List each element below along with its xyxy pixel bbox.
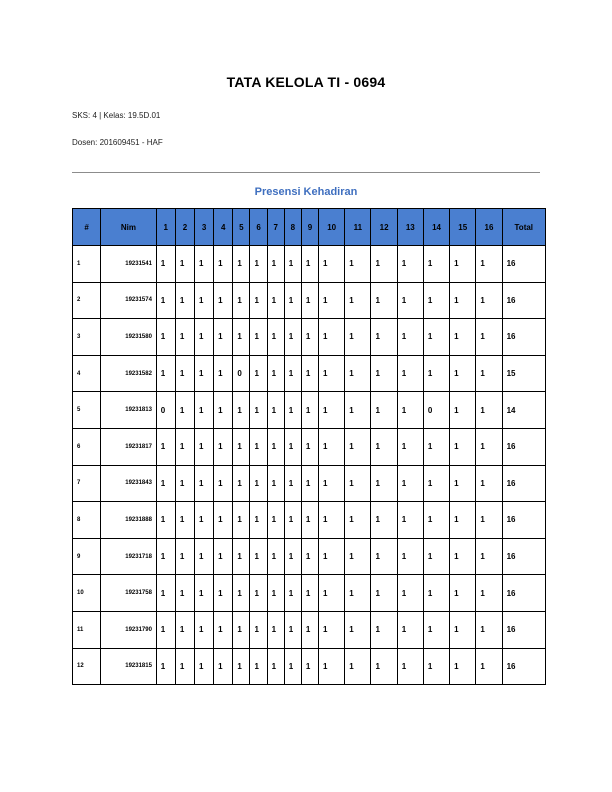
attendance-cell: 1 [156,465,175,502]
header-nim: Nim [101,209,156,246]
attendance-cell: 1 [476,538,502,575]
attendance-total: 14 [502,392,545,429]
attendance-cell: 1 [214,428,233,465]
divider [72,172,540,173]
attendance-cell: 1 [175,538,194,575]
attendance-cell: 1 [267,392,284,429]
attendance-cell: 1 [345,465,371,502]
attendance-cell: 1 [156,355,175,392]
student-nim: 19231582 [101,355,156,392]
attendance-cell: 1 [175,392,194,429]
attendance-cell: 1 [371,319,397,356]
attendance-cell: 1 [423,502,449,539]
attendance-cell: 1 [397,319,423,356]
attendance-cell: 1 [450,648,476,685]
attendance-cell: 1 [175,575,194,612]
attendance-cell: 1 [345,575,371,612]
attendance-cell: 1 [319,355,345,392]
attendance-cell: 0 [156,392,175,429]
lecturer-info: Dosen: 201609451 - HAF [72,138,163,147]
table-row [73,575,546,612]
attendance-cell: 1 [319,428,345,465]
attendance-cell: 1 [301,575,318,612]
attendance-cell: 1 [195,319,214,356]
table-header-row [73,209,546,246]
attendance-cell: 1 [156,611,175,648]
attendance-cell: 1 [214,282,233,319]
attendance-cell: 1 [233,465,250,502]
row-number: 1 [73,246,101,283]
row-number: 8 [73,502,101,539]
attendance-cell: 1 [397,611,423,648]
row-number: 4 [73,355,101,392]
attendance-cell: 1 [156,246,175,283]
attendance-cell: 1 [345,611,371,648]
student-nim: 19231888 [101,502,156,539]
table-row [73,246,546,283]
table-row [73,538,546,575]
attendance-cell: 1 [267,611,284,648]
student-nim: 19231718 [101,538,156,575]
attendance-cell: 1 [267,428,284,465]
attendance-cell: 1 [319,246,345,283]
page-title: TATA KELOLA TI - 0694 [226,74,386,90]
attendance-cell: 1 [397,502,423,539]
student-nim: 19231813 [101,392,156,429]
attendance-cell: 1 [214,392,233,429]
attendance-cell: 1 [156,538,175,575]
attendance-cell: 1 [267,648,284,685]
attendance-cell: 1 [267,575,284,612]
row-number: 11 [73,611,101,648]
attendance-cell: 1 [250,319,267,356]
section-title: Presensi Kehadiran [254,186,358,198]
header-meeting: 2 [175,209,194,246]
attendance-cell: 1 [284,611,301,648]
attendance-cell: 1 [195,575,214,612]
table-row [73,428,546,465]
attendance-cell: 1 [450,355,476,392]
table-row [73,355,546,392]
attendance-cell: 1 [175,282,194,319]
attendance-cell: 1 [267,355,284,392]
attendance-cell: 1 [301,392,318,429]
attendance-cell: 1 [345,282,371,319]
attendance-cell: 1 [371,355,397,392]
attendance-cell: 1 [301,355,318,392]
attendance-cell: 1 [423,355,449,392]
table-row [73,648,546,685]
table-row [73,392,546,429]
attendance-cell: 1 [267,246,284,283]
attendance-cell: 1 [250,575,267,612]
attendance-cell: 1 [284,575,301,612]
attendance-cell: 1 [345,648,371,685]
row-number: 12 [73,648,101,685]
attendance-cell: 1 [319,648,345,685]
row-number: 2 [73,282,101,319]
attendance-cell: 1 [423,428,449,465]
attendance-cell: 1 [195,282,214,319]
attendance-cell: 1 [267,282,284,319]
attendance-cell: 1 [423,648,449,685]
attendance-cell: 1 [284,355,301,392]
header-meeting: 3 [195,209,214,246]
attendance-cell: 1 [319,465,345,502]
row-number: 7 [73,465,101,502]
attendance-cell: 1 [284,319,301,356]
attendance-cell: 1 [156,648,175,685]
attendance-cell: 1 [301,319,318,356]
row-number: 9 [73,538,101,575]
attendance-cell: 1 [319,611,345,648]
attendance-cell: 1 [284,428,301,465]
attendance-cell: 1 [250,392,267,429]
header-meeting: 1 [156,209,175,246]
attendance-cell: 1 [233,392,250,429]
attendance-cell: 1 [301,282,318,319]
attendance-cell: 1 [371,648,397,685]
header-meeting: 12 [371,209,397,246]
attendance-cell: 1 [301,648,318,685]
course-info: SKS: 4 | Kelas: 19.5D.01 [72,111,161,120]
header-number: # [73,209,101,246]
attendance-cell: 1 [214,575,233,612]
header-meeting: 16 [476,209,502,246]
attendance-cell: 1 [397,282,423,319]
attendance-cell: 1 [450,502,476,539]
attendance-cell: 1 [214,319,233,356]
student-nim: 19231790 [101,611,156,648]
attendance-cell: 1 [476,428,502,465]
attendance-cell: 1 [267,538,284,575]
attendance-cell: 1 [301,465,318,502]
attendance-cell: 1 [250,428,267,465]
attendance-cell: 1 [371,392,397,429]
attendance-cell: 1 [284,246,301,283]
attendance-cell: 1 [195,355,214,392]
attendance-cell: 1 [195,465,214,502]
attendance-cell: 1 [233,319,250,356]
attendance-cell: 1 [301,428,318,465]
attendance-total: 16 [502,502,545,539]
attendance-cell: 1 [214,538,233,575]
attendance-cell: 1 [450,428,476,465]
table-row [73,282,546,319]
attendance-cell: 1 [214,465,233,502]
header-meeting: 4 [214,209,233,246]
attendance-cell: 1 [345,319,371,356]
attendance-cell: 1 [423,575,449,612]
student-nim: 19231758 [101,575,156,612]
attendance-cell: 1 [371,428,397,465]
attendance-total: 16 [502,319,545,356]
table-row [73,611,546,648]
attendance-cell: 1 [284,392,301,429]
attendance-cell: 1 [476,648,502,685]
attendance-cell: 1 [156,502,175,539]
attendance-cell: 1 [476,246,502,283]
attendance-cell: 1 [175,465,194,502]
row-number: 6 [73,428,101,465]
student-nim: 19231843 [101,465,156,502]
attendance-cell: 1 [476,392,502,429]
attendance-cell: 1 [371,465,397,502]
attendance-cell: 1 [233,648,250,685]
attendance-cell: 1 [450,246,476,283]
attendance-cell: 1 [284,465,301,502]
attendance-cell: 1 [476,355,502,392]
attendance-cell: 1 [267,502,284,539]
attendance-total: 16 [502,538,545,575]
attendance-cell: 1 [156,319,175,356]
header-meeting: 8 [284,209,301,246]
attendance-cell: 1 [267,319,284,356]
attendance-cell: 1 [423,465,449,502]
attendance-cell: 1 [250,611,267,648]
attendance-cell: 1 [450,392,476,429]
attendance-cell: 1 [233,611,250,648]
attendance-cell: 1 [175,428,194,465]
attendance-cell: 1 [195,428,214,465]
header-total: Total [502,209,545,246]
attendance-cell: 1 [371,611,397,648]
attendance-cell: 1 [450,465,476,502]
attendance-cell: 1 [423,282,449,319]
header-meeting: 15 [450,209,476,246]
attendance-cell: 1 [267,465,284,502]
attendance-cell: 1 [175,648,194,685]
attendance-cell: 1 [156,575,175,612]
attendance-cell: 1 [233,246,250,283]
attendance-cell: 1 [195,538,214,575]
attendance-cell: 1 [250,282,267,319]
attendance-cell: 1 [250,502,267,539]
table-row [73,319,546,356]
attendance-total: 16 [502,611,545,648]
attendance-cell: 1 [476,319,502,356]
attendance-cell: 1 [214,611,233,648]
student-nim: 19231574 [101,282,156,319]
header-meeting: 11 [345,209,371,246]
attendance-cell: 1 [423,246,449,283]
attendance-cell: 1 [284,648,301,685]
attendance-cell: 1 [156,282,175,319]
attendance-cell: 1 [195,502,214,539]
attendance-cell: 1 [175,246,194,283]
student-nim: 19231541 [101,246,156,283]
attendance-cell: 1 [476,611,502,648]
header-meeting: 14 [423,209,449,246]
attendance-cell: 1 [250,246,267,283]
row-number: 5 [73,392,101,429]
attendance-cell: 1 [450,319,476,356]
attendance-cell: 1 [175,319,194,356]
attendance-cell: 1 [450,611,476,648]
attendance-total: 16 [502,428,545,465]
attendance-cell: 1 [450,282,476,319]
attendance-cell: 1 [371,246,397,283]
table-row [73,465,546,502]
attendance-cell: 1 [345,392,371,429]
attendance-cell: 1 [397,538,423,575]
attendance-cell: 1 [345,428,371,465]
attendance-cell: 1 [397,392,423,429]
attendance-cell: 1 [301,502,318,539]
attendance-cell: 1 [371,538,397,575]
attendance-cell: 1 [233,282,250,319]
attendance-cell: 1 [175,502,194,539]
attendance-cell: 1 [195,611,214,648]
attendance-cell: 1 [195,392,214,429]
attendance-cell: 1 [345,538,371,575]
attendance-cell: 1 [423,611,449,648]
attendance-cell: 1 [195,246,214,283]
attendance-cell: 1 [284,538,301,575]
attendance-cell: 1 [175,355,194,392]
attendance-cell: 1 [214,246,233,283]
attendance-cell: 1 [397,575,423,612]
attendance-cell: 1 [476,282,502,319]
header-meeting: 6 [250,209,267,246]
attendance-cell: 1 [345,355,371,392]
attendance-cell: 1 [284,282,301,319]
attendance-total: 16 [502,575,545,612]
attendance-cell: 1 [371,502,397,539]
attendance-total: 15 [502,355,545,392]
attendance-cell: 1 [233,428,250,465]
attendance-cell: 1 [371,575,397,612]
row-number: 3 [73,319,101,356]
attendance-cell: 0 [233,355,250,392]
attendance-cell: 1 [476,502,502,539]
attendance-cell: 1 [214,648,233,685]
attendance-cell: 1 [397,246,423,283]
attendance-cell: 1 [423,319,449,356]
table-body [73,246,546,685]
attendance-cell: 1 [423,538,449,575]
attendance-cell: 1 [319,319,345,356]
attendance-cell: 1 [345,246,371,283]
attendance-cell: 0 [423,392,449,429]
attendance-cell: 1 [233,538,250,575]
attendance-cell: 1 [301,611,318,648]
row-number: 10 [73,575,101,612]
table-row [73,502,546,539]
attendance-total: 16 [502,282,545,319]
attendance-cell: 1 [319,502,345,539]
attendance-total: 16 [502,648,545,685]
attendance-cell: 1 [214,355,233,392]
attendance-cell: 1 [371,282,397,319]
attendance-cell: 1 [397,465,423,502]
attendance-cell: 1 [345,502,371,539]
attendance-cell: 1 [250,465,267,502]
attendance-cell: 1 [476,575,502,612]
attendance-cell: 1 [301,538,318,575]
header-meeting: 10 [319,209,345,246]
attendance-cell: 1 [319,575,345,612]
attendance-total: 16 [502,246,545,283]
attendance-cell: 1 [214,502,233,539]
header-meeting: 5 [233,209,250,246]
student-nim: 19231815 [101,648,156,685]
attendance-cell: 1 [397,355,423,392]
attendance-table [72,208,546,685]
attendance-cell: 1 [319,282,345,319]
header-meeting: 13 [397,209,423,246]
attendance-cell: 1 [301,246,318,283]
attendance-cell: 1 [284,502,301,539]
attendance-cell: 1 [250,538,267,575]
attendance-cell: 1 [319,392,345,429]
attendance-cell: 1 [175,611,194,648]
attendance-total: 16 [502,465,545,502]
attendance-cell: 1 [319,538,345,575]
attendance-cell: 1 [250,355,267,392]
attendance-cell: 1 [250,648,267,685]
attendance-cell: 1 [156,428,175,465]
attendance-cell: 1 [450,575,476,612]
student-nim: 19231580 [101,319,156,356]
student-nim: 19231817 [101,428,156,465]
header-meeting: 7 [267,209,284,246]
attendance-cell: 1 [233,502,250,539]
attendance-cell: 1 [397,648,423,685]
attendance-cell: 1 [195,648,214,685]
attendance-cell: 1 [476,465,502,502]
header-meeting: 9 [301,209,318,246]
attendance-cell: 1 [450,538,476,575]
attendance-cell: 1 [233,575,250,612]
attendance-cell: 1 [397,428,423,465]
